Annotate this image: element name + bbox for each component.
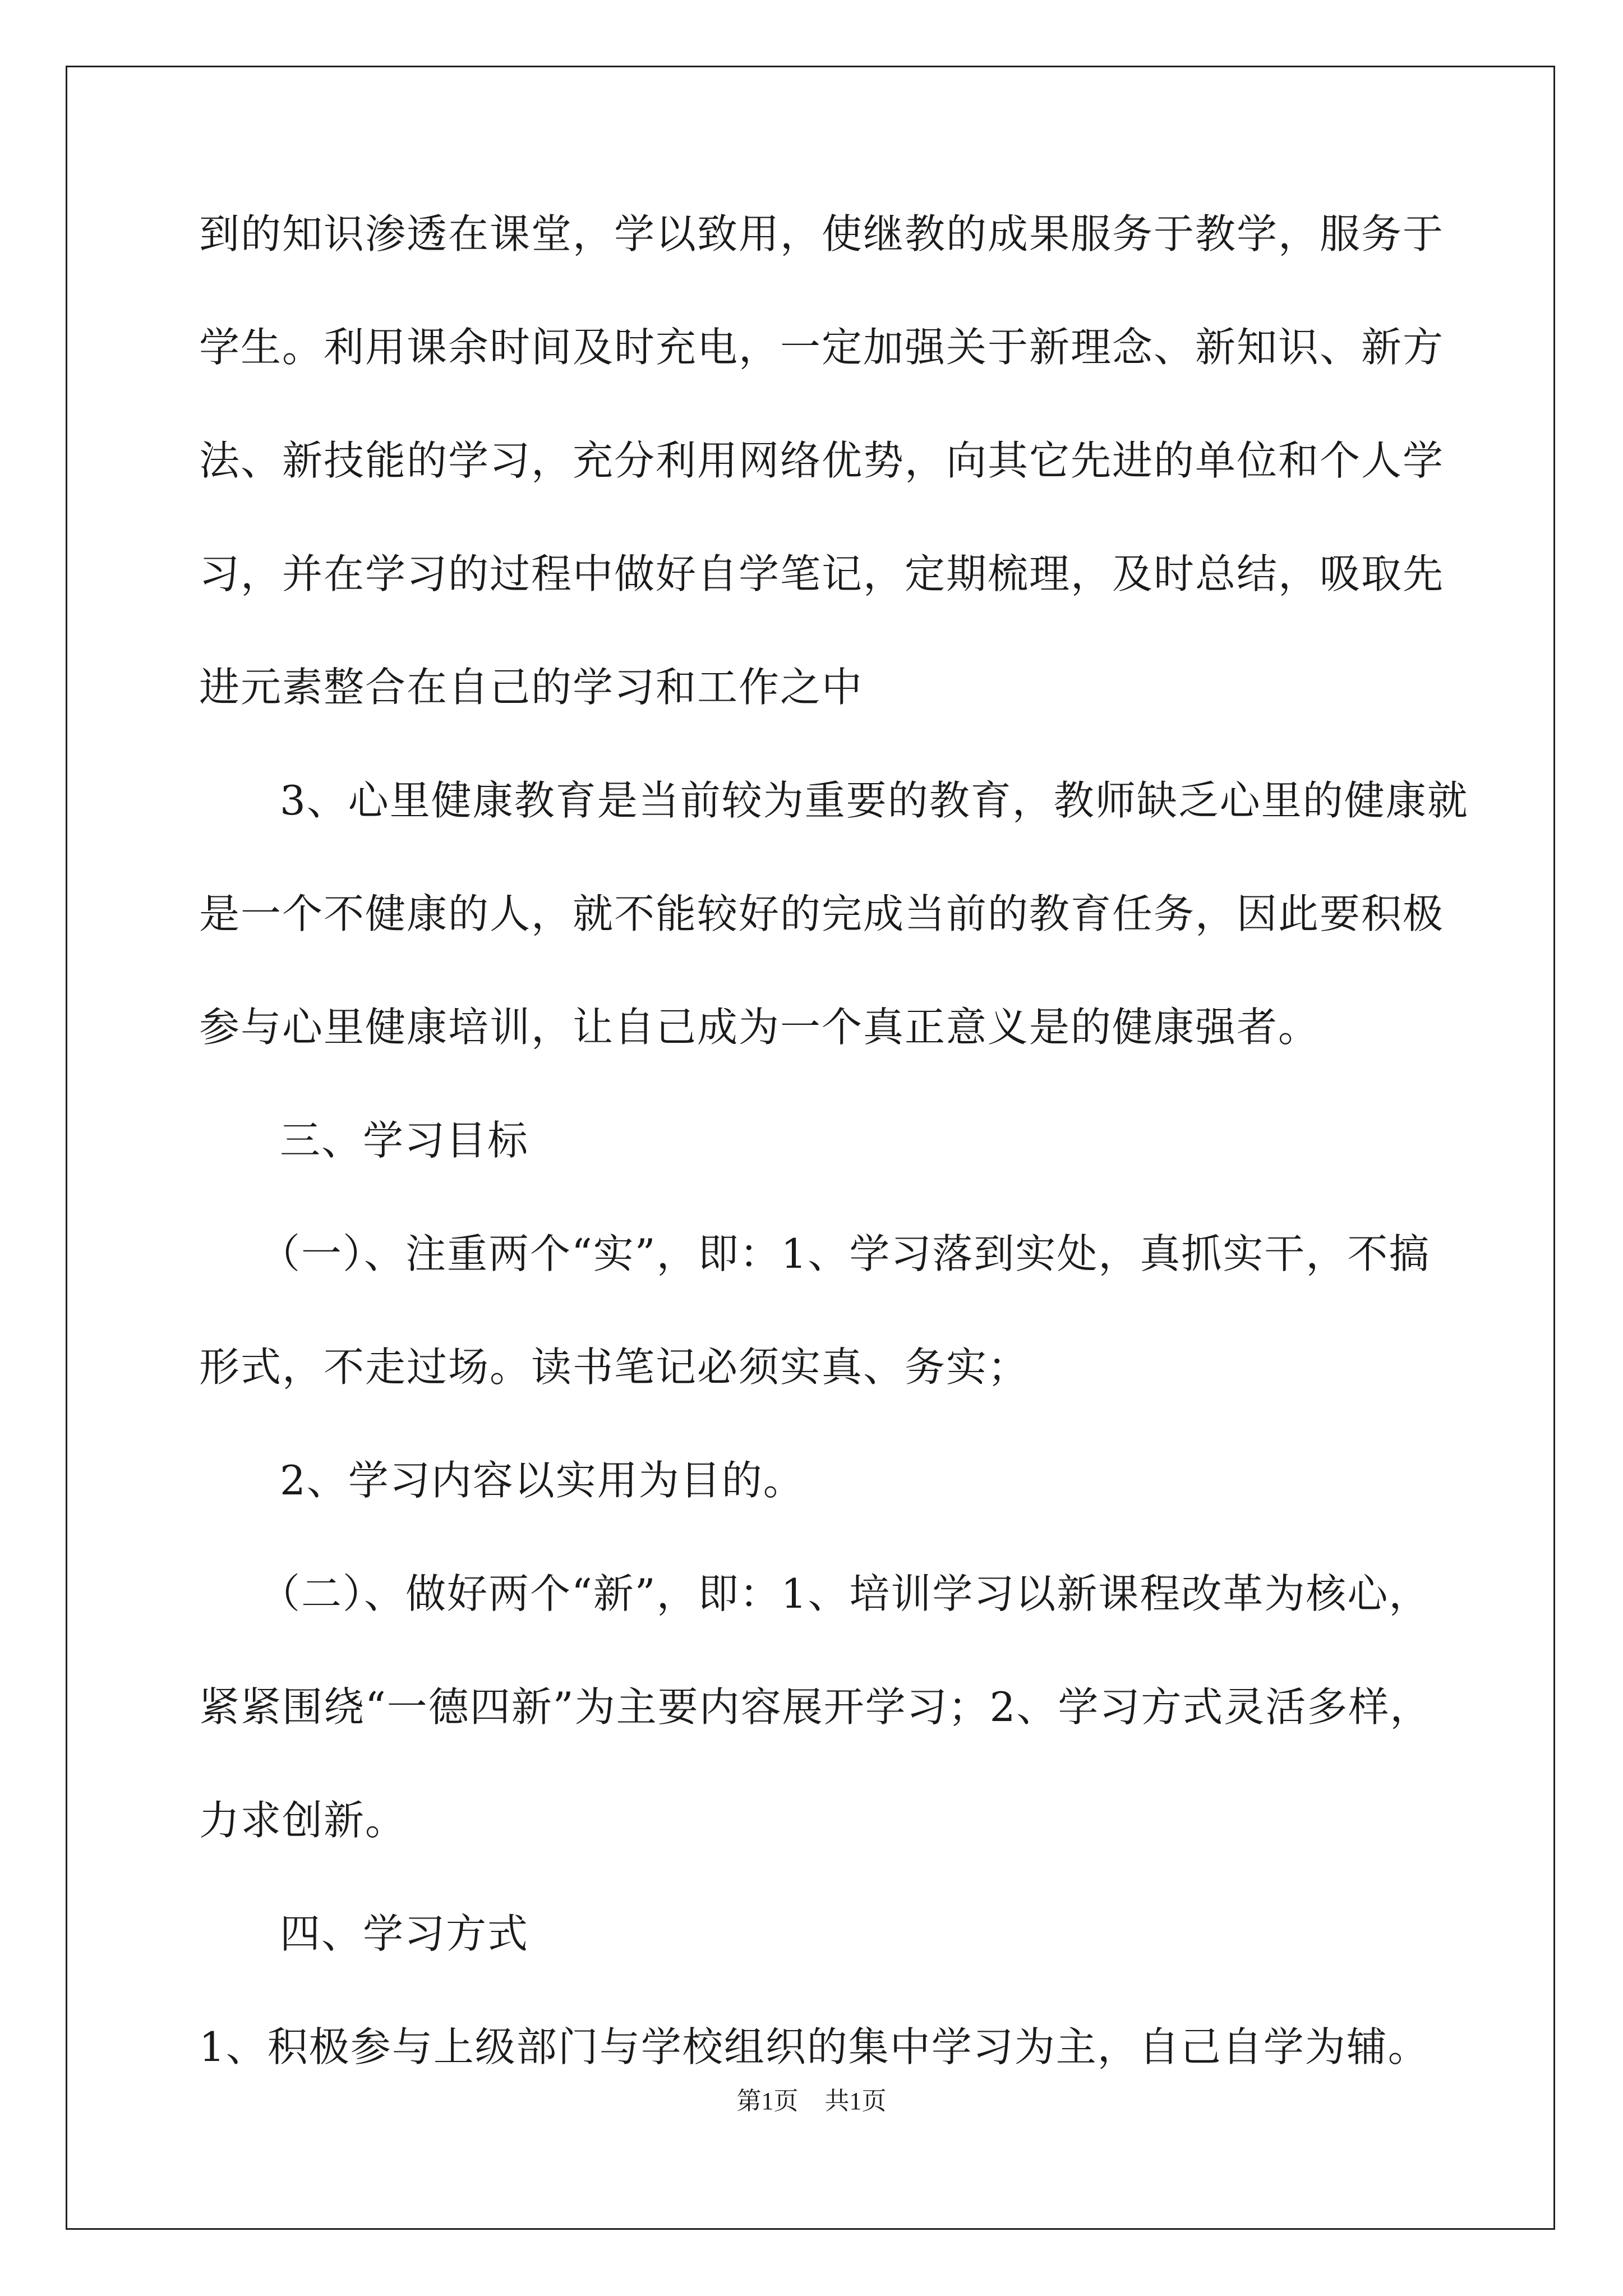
paragraph-line: （一）、注重两个“实”，即：1、学习落到实处，真抓实干，不搞 — [260, 1230, 1431, 1277]
document-body — [199, 209, 1469, 2135]
paragraph-line: 力求创新。 — [199, 1797, 407, 1844]
paragraph-line: 2、学习内容以实用为目的。 — [280, 1457, 805, 1504]
page-number-total: 共1页 — [824, 2087, 887, 2115]
section-heading: 三、学习目标 — [280, 1117, 529, 1164]
paragraph-line: 紧紧围绕“一德四新”为主要内容展开学习；2、学习方式灵活多样， — [199, 1683, 1432, 1731]
page-footer — [0, 2086, 1623, 2117]
paragraph-line: 形式，不走过场。读书笔记必须实真、务实； — [199, 1343, 1030, 1391]
paragraph-line: 学生。利用课余时间及时充电，一定加强关于新理念、新知识、新方 — [199, 324, 1445, 371]
paragraph-line: 是一个不健康的人，就不能较好的完成当前的教育任务，因此要积极 — [199, 890, 1445, 937]
page-number-current: 第1页 — [736, 2087, 799, 2115]
paragraph-line: 参与心里健康培训，让自己成为一个真正意义是的健康强者。 — [199, 1004, 1320, 1051]
paragraph-line: 3、心里健康教育是当前较为重要的教育，教师缺乏心里的健康就 — [280, 777, 1469, 824]
paragraph-line: 进元素整合在自己的学习和工作之中 — [199, 664, 864, 711]
paragraph-line: 1、积极参与上级部门与学校组织的集中学习为主，自己自学为辅。 — [199, 2023, 1430, 2070]
paragraph-line: 到的知识渗透在课堂，学以致用，使继教的成果服务于教学，服务于 — [199, 210, 1445, 257]
paragraph-line: （二）、做好两个“新”，即：1、培训学习以新课程改革为核心， — [260, 1570, 1431, 1617]
paragraph-line: 习，并在学习的过程中做好自学笔记，定期梳理，及时总结，吸取先 — [199, 550, 1445, 597]
paragraph-line: 法、新技能的学习，充分利用网络优势，向其它先进的单位和个人学 — [199, 437, 1445, 484]
section-heading: 四、学习方式 — [280, 1910, 529, 1957]
